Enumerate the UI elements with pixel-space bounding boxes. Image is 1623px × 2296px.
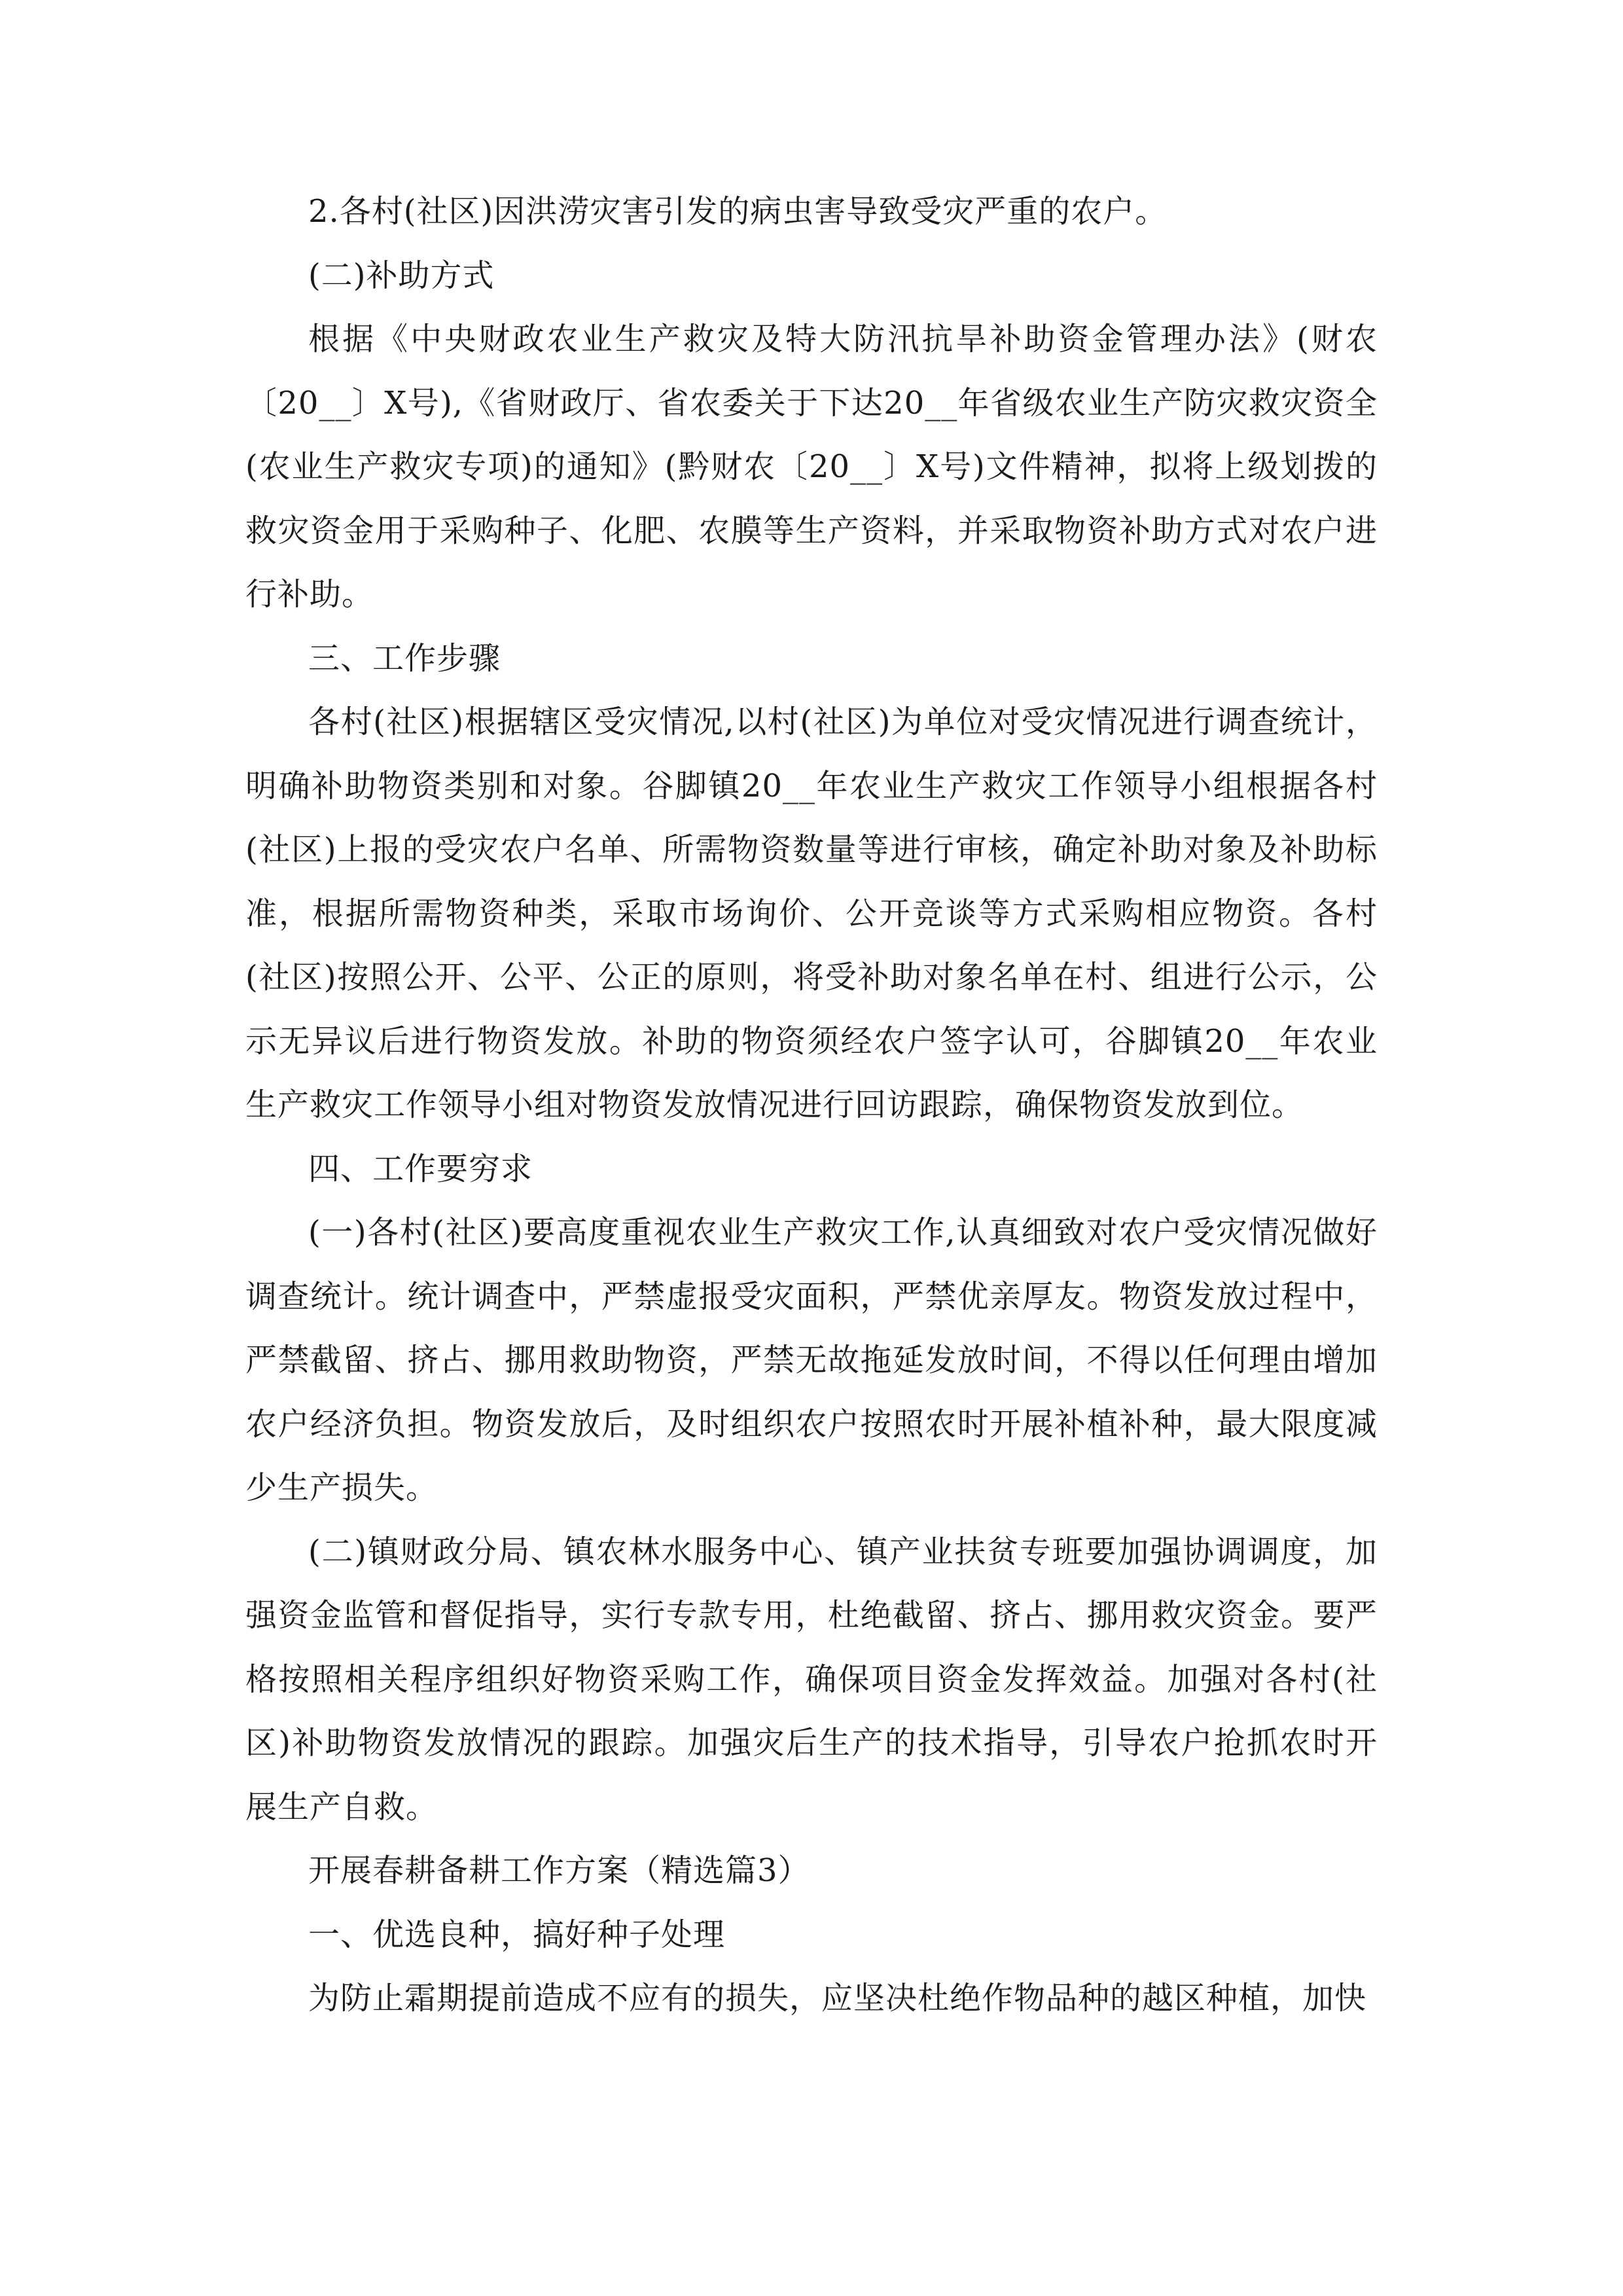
paragraph-frost-prevention: 为防止霜期提前造成不应有的损失，应坚决杜绝作物品种的越区种植，加快 [308,1980,1367,2017]
paragraph-work-steps: 各村(社区)根据辖区受灾情况,以村(社区)为单位对受灾情况进行调查统计，明确补助物资类别和对象。谷脚镇20__年农业生产救灾工作领导小组根据各村(社区)上报的受灾农户名单、所需物资数量等进行审核，确定补助对象及补助标准，根据所需物资种类，采取市场询价、公开竞谈等方式采购相应物资。各村(社区)按照公开、公平、公正的原则，将受补助对象名单在村、组进行公示，公示无异议后进行物资发放。补助的物资须经农户签字认可，谷脚镇20__年农业生产救灾工作领导小组对物资发放情况进行回访跟踪，确保物资发放到位。 [245,704,1378,1123]
heading-work-requirements: 四、工作要穷求 [308,1150,533,1187]
heading-seed-selection: 一、优选良种，搞好种子处理 [308,1916,726,1953]
heading-subsidy-method: (二)补助方式 [308,257,495,294]
document-page [245,180,1378,2031]
paragraph-requirement-2: (二)镇财政分局、镇农林水服务中心、镇产业扶贫专班要加强协调调度，加强资金监管和督促指导，实行专款专用，杜绝截留、挤占、挪用救灾资金。要严格按照相关程序组织好物资采购工作，确保项目资金发挥效益。加强对各村(社区)补助物资发放情况的跟踪。加强灾后生产的技术指导，引导农户抢抓农时开展生产自救。 [245,1533,1378,1825]
heading-work-steps: 三、工作步骤 [308,639,501,677]
paragraph-subsidy-basis: 根据《中央财政农业生产救灾及特大防汛抗旱补助资金管理办法》(财农〔20__〕X号),《省财政厅、省农委关于下达20__年省级农业生产防灾救灾资全(农业生产救灾专项)的通知》(黔财农〔20__〕X号)文件精神，拟将上级划拨的救灾资金用于采购种子、化肥、农膜等生产资料，并采取物资补助方式对农户进行补助。 [245,321,1378,613]
section-title-plan-3: 开展春耕备耕工作方案（精选篇3） [308,1852,810,1889]
paragraph-requirement-1: (一)各村(社区)要高度重视农业生产救灾工作,认真细致对农户受灾情况做好调查统计。统计调查中，严禁虚报受灾面积，严禁优亲厚友。物资发放过程中，严禁截留、挤占、挪用救助物资，严禁无故拖延发放时间，不得以任何理由增加农户经济负担。物资发放后，及时组织农户按照农时开展补植补种，最大限度减少生产损失。 [245,1214,1378,1506]
paragraph-affected-households: 2.各村(社区)因洪涝灾害引发的病虫害导致受灾严重的农户。 [308,193,1168,230]
